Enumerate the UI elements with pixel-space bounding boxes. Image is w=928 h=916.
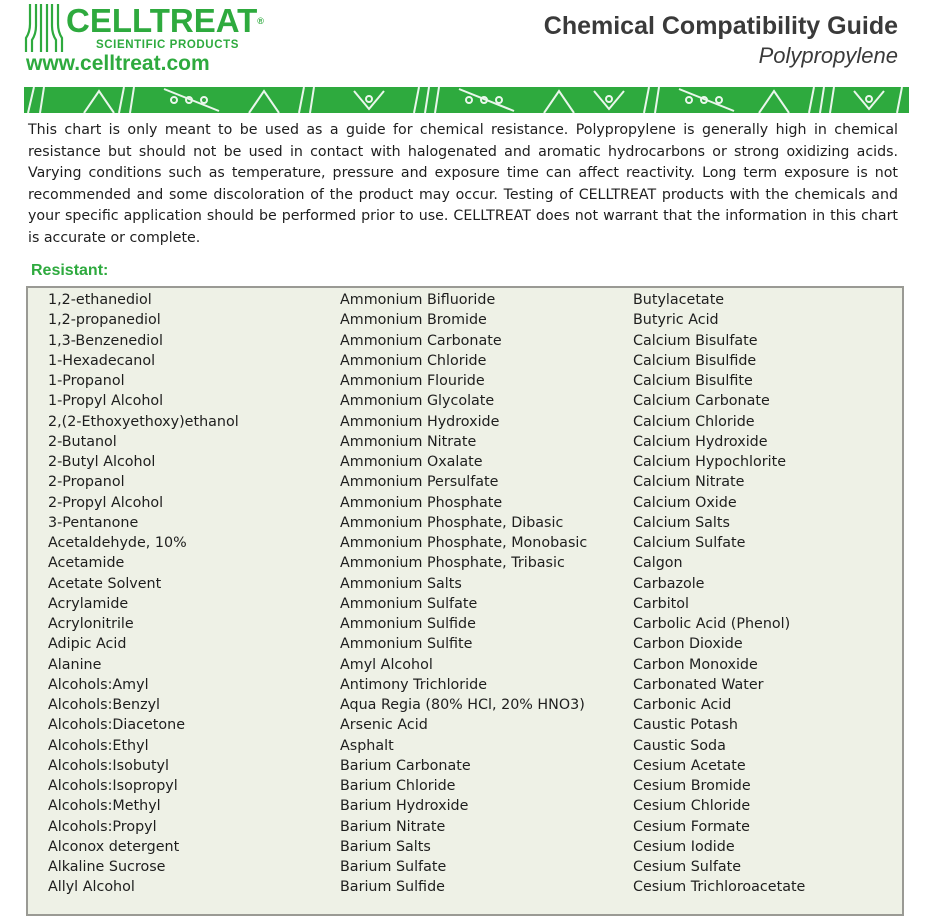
chemical-list-item: Cesium Sulfate bbox=[633, 859, 742, 875]
chemical-list-item: Asphalt bbox=[340, 737, 394, 754]
chemical-list-item: Caustic Soda bbox=[633, 737, 726, 754]
chemical-list-item: Calcium Hydroxide bbox=[633, 433, 768, 450]
intro-paragraph: This chart is only meant to be used as a guide for chemical resistance. Polypropylene is generally high in chemical resistance but should not be used in contact with halogenated and aromatic hydrocarbons or strong oxidizing acids. Varying conditions such as temperature, pressure and exposure time can affect reactivity. Long term exposure is not recommended and some discoloration of the product may occur. Testing of CELLTREAT products with the chemicals and your specific application should be performed prior to use. CELLTREAT does not warrant that the information in this chart is accurate or complete. bbox=[28, 122, 898, 246]
chemical-list-item: Ammonium Carbonate bbox=[340, 332, 502, 349]
chemical-column-2 bbox=[340, 290, 587, 898]
chemical-list-item: Arsenic Acid bbox=[340, 717, 428, 734]
page-title: Chemical Compatibility Guide bbox=[543, 12, 898, 40]
chemical-list-item: Amyl Alcohol bbox=[340, 656, 433, 673]
chemical-list-item: Ammonium Salts bbox=[340, 575, 462, 592]
chemical-list-item: 2-Butyl Alcohol bbox=[48, 454, 156, 470]
chemical-list-item: 2-Propanol bbox=[48, 474, 125, 491]
chemical-list-item: Ammonium Nitrate bbox=[340, 433, 477, 450]
website-link[interactable]: www.celltreat.com bbox=[26, 52, 210, 75]
chemical-list-item: Carbolic Acid (Phenol) bbox=[633, 616, 791, 632]
chemical-list-item: Ammonium Bromide bbox=[340, 312, 487, 329]
chemical-list-item: Acrylonitrile bbox=[48, 616, 134, 632]
chemical-list-item: Ammonium Hydroxide bbox=[340, 413, 500, 430]
chemical-list-item: Ammonium Phosphate, Tribasic bbox=[340, 555, 565, 572]
chemical-list-table bbox=[26, 286, 904, 916]
chemical-list-item: Calcium Hypochlorite bbox=[633, 454, 787, 470]
chemical-list-item: Acetate Solvent bbox=[48, 575, 162, 592]
chemical-list-item: Ammonium Persulfate bbox=[340, 474, 499, 491]
chemical-list-item: Calcium Salts bbox=[633, 514, 730, 531]
chemical-list-item: 1-Propanol bbox=[48, 373, 125, 389]
chemical-list-item: 1,2-ethanediol bbox=[48, 292, 152, 308]
chemical-list-item: 1-Hexadecanol bbox=[48, 352, 156, 369]
chemical-list-item: Barium Carbonate bbox=[340, 757, 471, 774]
chemical-list-item: Butyric Acid bbox=[633, 312, 719, 329]
chemical-list-item: Barium Chloride bbox=[340, 778, 456, 794]
chemical-list-item: Carbonic Acid bbox=[633, 697, 732, 713]
chemical-list-item: Adipic Acid bbox=[48, 636, 127, 653]
chemical-list-item: Ammonium Phosphate, Monobasic bbox=[340, 535, 588, 551]
chemical-list-item: Ammonium Sulfide bbox=[340, 616, 476, 632]
chemical-list-item: 2-Propyl Alcohol bbox=[48, 494, 164, 511]
chemical-list-item: Alcohols:Amyl bbox=[48, 676, 149, 693]
chemical-list-item: Ammonium Flouride bbox=[340, 373, 485, 389]
chemical-list-item: 2-Butanol bbox=[48, 433, 117, 450]
chemical-list-item: Barium Nitrate bbox=[340, 818, 446, 835]
chemical-list-item: Calcium Carbonate bbox=[633, 393, 770, 410]
chemical-list-item: Carbitol bbox=[633, 595, 689, 612]
chemical-list-item: 1-Propyl Alcohol bbox=[48, 393, 164, 410]
chemical-list-item: Ammonium Phosphate bbox=[340, 494, 503, 511]
chemical-list-item: Ammonium Sulfate bbox=[340, 595, 478, 612]
chemical-list-item: Calcium Nitrate bbox=[633, 474, 745, 491]
chemical-list-item: Cesium Iodide bbox=[633, 838, 735, 855]
chemical-list-item: Carbazole bbox=[633, 575, 705, 592]
chemical-list-item: Acetaldehyde, 10% bbox=[48, 535, 187, 551]
chemical-list-item: Cesium Trichloroacetate bbox=[633, 879, 806, 896]
chemical-column-1 bbox=[48, 290, 239, 898]
chemical-list-item: Ammonium Oxalate bbox=[340, 454, 483, 470]
section-label-resistant: Resistant: bbox=[31, 262, 109, 279]
chemical-list-item: 1,2-propanediol bbox=[48, 312, 161, 329]
chemical-list-item: Calgon bbox=[633, 555, 683, 572]
chemical-list-item: Carbon Monoxide bbox=[633, 656, 758, 673]
chemical-list-item: Aqua Regia (80% HCl, 20% HNO3) bbox=[340, 697, 585, 713]
chemical-list-item: 3-Pentanone bbox=[48, 514, 139, 531]
chemical-column-3 bbox=[633, 290, 805, 898]
chemical-list-item: Alcohols:Isobutyl bbox=[48, 757, 169, 774]
chemical-list-item: Calcium Chloride bbox=[633, 413, 755, 430]
chemical-list-item: Alcohols:Isopropyl bbox=[48, 778, 178, 794]
chemical-list-item: 2,(2-Ethoxyethoxy)ethanol bbox=[48, 413, 239, 430]
chemical-list-item: Calcium Bisulfate bbox=[633, 332, 758, 349]
chemical-list-item: Ammonium Bifluoride bbox=[340, 292, 496, 308]
chemical-list-item: Alcohols:Propyl bbox=[48, 818, 157, 835]
chemical-list-item: Ammonium Phosphate, Dibasic bbox=[340, 514, 564, 531]
chemical-list-item: Carbon Dioxide bbox=[633, 636, 743, 653]
chemical-list-item: Antimony Trichloride bbox=[340, 676, 488, 693]
decorative-banner bbox=[24, 87, 909, 113]
chemical-list-item: Ammonium Chloride bbox=[340, 352, 487, 369]
chemical-list-item: Barium Salts bbox=[340, 838, 431, 855]
chemical-list-item: Alcohols:Ethyl bbox=[48, 737, 149, 754]
chemical-list-item: Alcohols:Methyl bbox=[48, 798, 161, 815]
chemical-list-item: Alanine bbox=[48, 656, 102, 673]
chemical-list-item: Butylacetate bbox=[633, 292, 725, 308]
brand-tagline: SCIENTIFIC PRODUCTS bbox=[96, 39, 240, 51]
chemical-list-item: Cesium Acetate bbox=[633, 757, 746, 774]
chemical-list-item: 1,3-Benzenediol bbox=[48, 332, 163, 349]
chemical-list-item: Carbonated Water bbox=[633, 676, 764, 693]
chemical-list-item: Calcium Oxide bbox=[633, 494, 737, 511]
chemical-list-item: Cesium Formate bbox=[633, 818, 750, 835]
chemical-list-item: Ammonium Sulfite bbox=[340, 636, 473, 653]
chemical-list-item: Caustic Potash bbox=[633, 717, 738, 734]
chemical-list-item: Barium Hydroxide bbox=[340, 798, 469, 815]
chemical-list-item: Acrylamide bbox=[48, 595, 129, 612]
chemical-list-item: Calcium Sulfate bbox=[633, 535, 746, 551]
lab-pattern-icon bbox=[24, 87, 909, 113]
chemical-list-item: Ammonium Glycolate bbox=[340, 393, 495, 410]
chemical-list-item: Cesium Chloride bbox=[633, 798, 751, 815]
chemical-list-item: Calcium Bisulfide bbox=[633, 352, 757, 369]
chemical-list-item: Calcium Bisulfite bbox=[633, 373, 753, 389]
chemical-list-item: Alcohols:Diacetone bbox=[48, 717, 186, 734]
chemical-list-item: Barium Sulfide bbox=[340, 879, 445, 896]
chemical-list-item: Cesium Bromide bbox=[633, 778, 751, 794]
chemical-list-item: Alkaline Sucrose bbox=[48, 859, 166, 875]
flask-logo-icon bbox=[24, 2, 64, 54]
brand-name: CELLTREAT® bbox=[66, 2, 264, 39]
chemical-list-item: Barium Sulfate bbox=[340, 859, 447, 875]
chemical-list-item: Alcohols:Benzyl bbox=[48, 697, 161, 713]
celltreat-logo bbox=[24, 2, 274, 80]
page-subtitle: Polypropylene bbox=[758, 43, 898, 68]
chemical-list-item: Alconox detergent bbox=[48, 838, 180, 855]
chemical-list-item: Acetamide bbox=[48, 555, 125, 572]
chemical-list-item: Allyl Alcohol bbox=[48, 879, 135, 896]
